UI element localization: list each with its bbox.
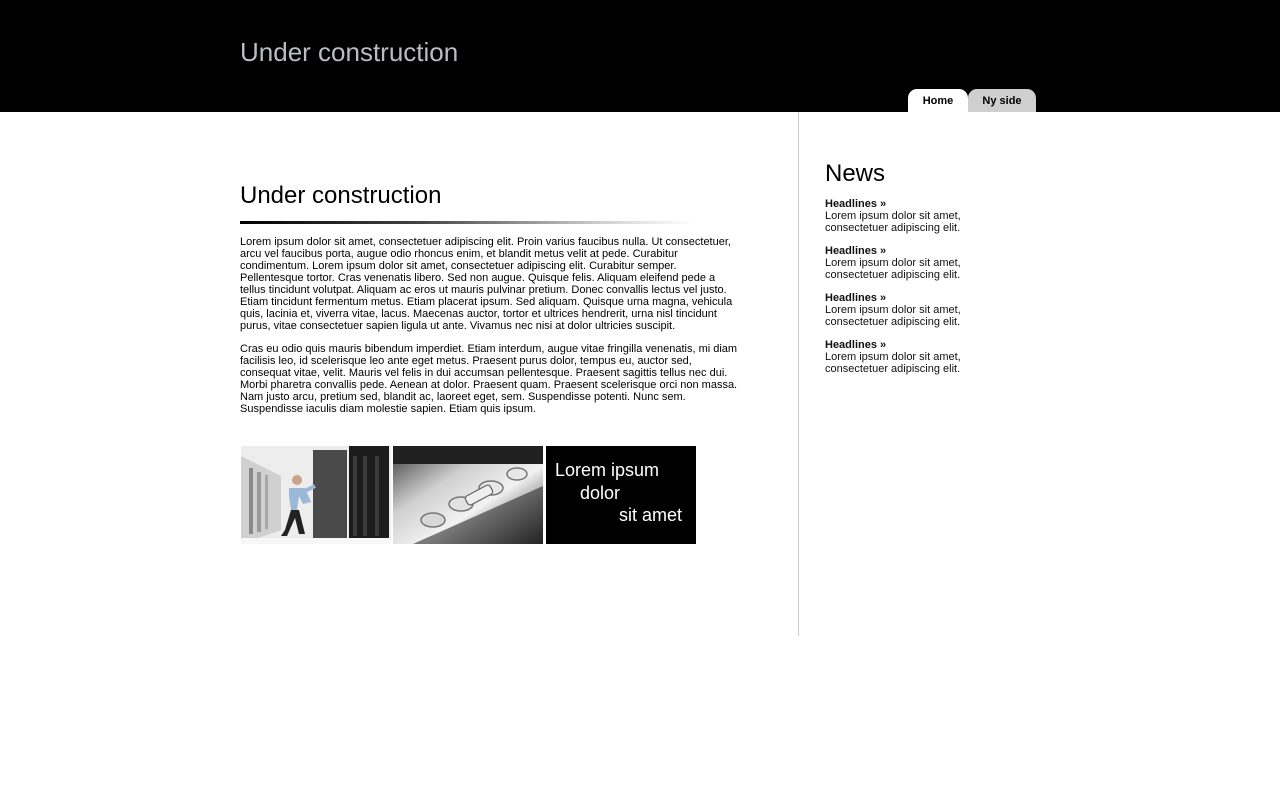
news-summary: Lorem ipsum dolor sit amet, consectetuer adipiscing elit.: [825, 257, 961, 281]
news-summary: Lorem ipsum dolor sit amet, consectetuer adipiscing elit.: [825, 351, 961, 375]
banner-line-2: dolor: [580, 483, 621, 503]
site-header: [0, 0, 1280, 112]
news-sidebar: [825, 158, 1025, 386]
server-room-photo: [241, 446, 391, 544]
news-headline-link[interactable]: Headlines »: [825, 245, 887, 257]
news-title: News: [825, 160, 886, 187]
site-title[interactable]: Under construction: [240, 37, 459, 67]
news-item: [825, 339, 1025, 375]
banner-line-3: sit amet: [619, 505, 683, 525]
heading-underline: [240, 221, 692, 224]
body-paragraph-2: Cras eu odio quis mauris bibendum imperdiet. Etiam interdum, augue vitae fringilla venenatis, mi diam facilisis leo, id scelerisque leo ante eget metus. Praesent purus dolor, tempus eu, auctor sed, consequat vitae, velit. Mauris vel felis in dui accumsan pellentesque. Praesent sagittis tellus nec dui. Morbi pharetra convallis pede. Aenean at dolor. Praesent quam. Praesent scelerisque orci non massa. Nam justo arcu, pretium sed, blandit ac, laoreet eget, sem. Suspendisse potenti. Nunc sem. Suspendisse iaculis diam molestie sapien. Etiam quis ipsum.: [240, 343, 738, 415]
news-headline-link[interactable]: Headlines »: [825, 339, 887, 351]
tab-ny-side[interactable]: Ny side: [968, 89, 1036, 112]
tab-home[interactable]: Home: [908, 89, 968, 112]
page-heading: Under construction: [240, 182, 442, 209]
news-item: [825, 245, 1025, 281]
news-headline-link[interactable]: Headlines »: [825, 198, 887, 210]
news-summary: Lorem ipsum dolor sit amet, consectetuer adipiscing elit.: [825, 304, 961, 328]
news-summary: Lorem ipsum dolor sit amet, consectetuer adipiscing elit.: [825, 210, 961, 234]
news-list: [825, 198, 1025, 375]
column-divider: [798, 112, 799, 636]
body-paragraph-1: Lorem ipsum dolor sit amet, consectetuer adipiscing elit. Proin varius faucibus nulla. Ut consectetuer, arcu vel faucibus porta, augue odio rhoncus enim, et blandit metus velit at pede. Curabitur condimentum. Lorem ipsum dolor sit amet, consectetuer adipiscing elit. Curabitur semper. Pellentesque tortor. Cras venenatis libero. Sed non augue. Quisque felis. Aliquam eleifend pede a tellus tincidunt volutpat. Aliquam ac eros ut mauris pulvinar pretium. Donec convallis lectus vel justo. Etiam tincidunt fermentum metus. Etiam placerat ipsum. Sed aliquam. Quisque urna magna, vehicula quis, lacinia et, viverra vitae, lacus. Maecenas auctor, tortor et ultrices hendrerit, urna nisl tincidunt purus, vitae consectetuer sapien ligula ut ante. Vivamus nec nisi at dolor ultricies suscipit.: [240, 236, 733, 332]
lorem-banner: [546, 446, 696, 544]
news-headline-link[interactable]: Headlines »: [825, 292, 887, 304]
news-item: [825, 292, 1025, 328]
news-item: [825, 198, 1025, 234]
main-content: [240, 180, 740, 415]
banner-line-1: Lorem ipsum: [555, 460, 660, 480]
keypad-photo: [393, 446, 543, 544]
